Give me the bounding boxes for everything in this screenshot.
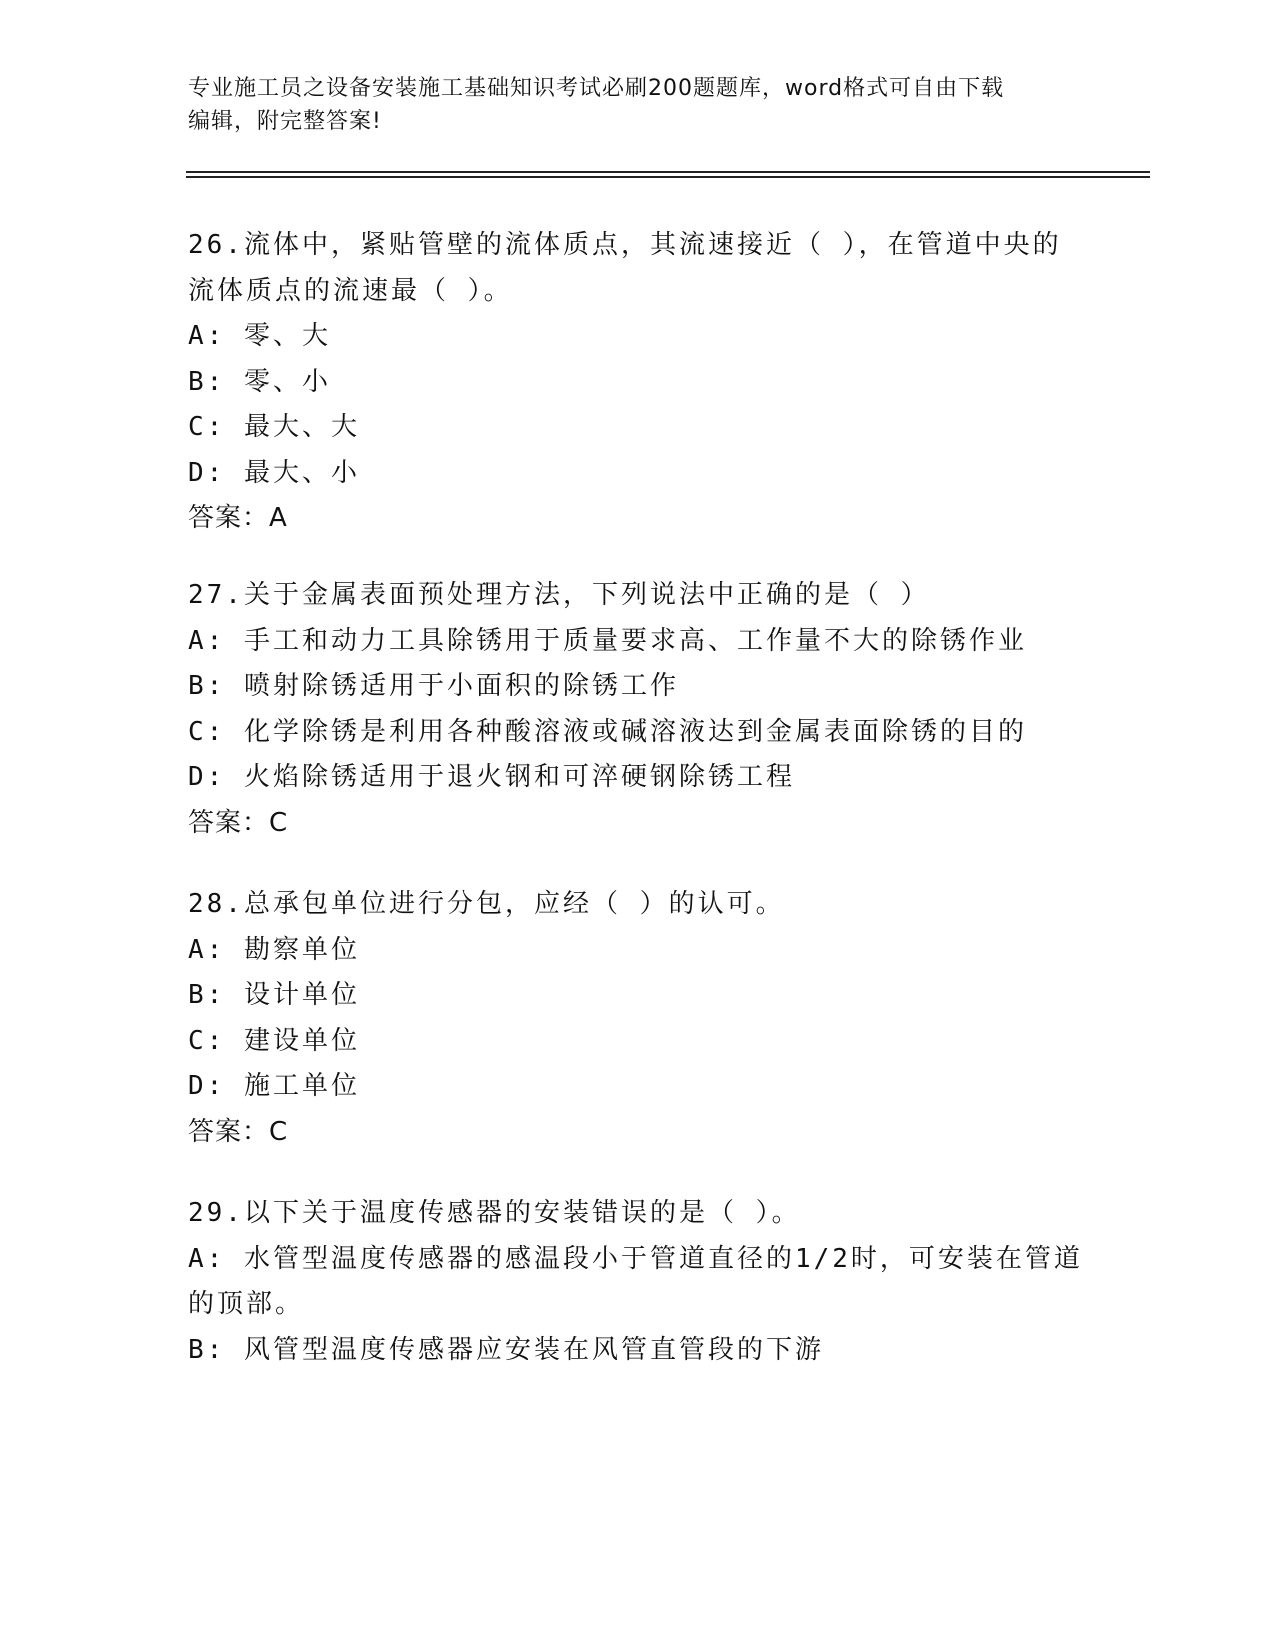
option-b: B: 设计单位	[188, 980, 360, 1010]
answer: 答案：C	[188, 807, 289, 838]
question-stem: 27.关于金属表面预处理方法，下列说法中正确的是（ ）	[188, 580, 930, 610]
option-d: D: 火焰除锈适用于退火钢和可淬硬钢除锈工程	[188, 762, 795, 792]
option-b: B: 零、小	[188, 366, 331, 397]
header-line-1: 专业施工员之设备安装施工基础知识考试必刷200题题库，word格式可自由下载	[188, 76, 1005, 101]
option-c: C: 最大、大	[188, 412, 360, 442]
document-header	[188, 72, 1088, 138]
option-b: B: 喷射除锈适用于小面积的除锈工作	[188, 671, 679, 701]
question-26	[188, 223, 1088, 542]
question-stem: 29.以下关于温度传感器的安装错误的是（ ）。	[188, 1198, 801, 1228]
option-b: B: 风管型温度传感器应安装在风管直管段的下游	[188, 1334, 824, 1365]
question-29	[188, 1191, 1088, 1373]
option-a: A: 水管型温度传感器的感温段小于管道直径的1/2时，可安装在管道	[188, 1243, 1083, 1274]
answer: 答案：A	[188, 503, 288, 533]
option-a: A: 手工和动力工具除锈用于质量要求高、工作量不大的除锈作业	[188, 625, 1027, 656]
question-stem-continued: 流体质点的流速最（ ）。	[188, 275, 513, 306]
option-a-continued: 的顶部。	[188, 1289, 305, 1319]
question-stem: 26.流体中，紧贴管壁的流体质点，其流速接近（ ），在管道中央的	[188, 230, 1062, 260]
option-a: A: 勘察单位	[188, 934, 360, 965]
header-line-2: 编辑，附完整答案!	[188, 109, 382, 134]
header-rule-bottom	[186, 176, 1150, 178]
option-d: D: 施工单位	[188, 1071, 360, 1101]
option-c: C: 化学除锈是利用各种酸溶液或碱溶液达到金属表面除锈的目的	[188, 716, 1027, 747]
answer: 答案：C	[188, 1116, 289, 1147]
question-27	[188, 573, 1088, 846]
option-a: A: 零、大	[188, 321, 331, 351]
option-c: C: 建设单位	[188, 1025, 360, 1056]
question-28	[188, 882, 1088, 1155]
question-stem: 28.总承包单位进行分包，应经（ ）的认可。	[188, 889, 785, 919]
option-d: D: 最大、小	[188, 457, 360, 488]
header-rule-top	[186, 171, 1150, 173]
